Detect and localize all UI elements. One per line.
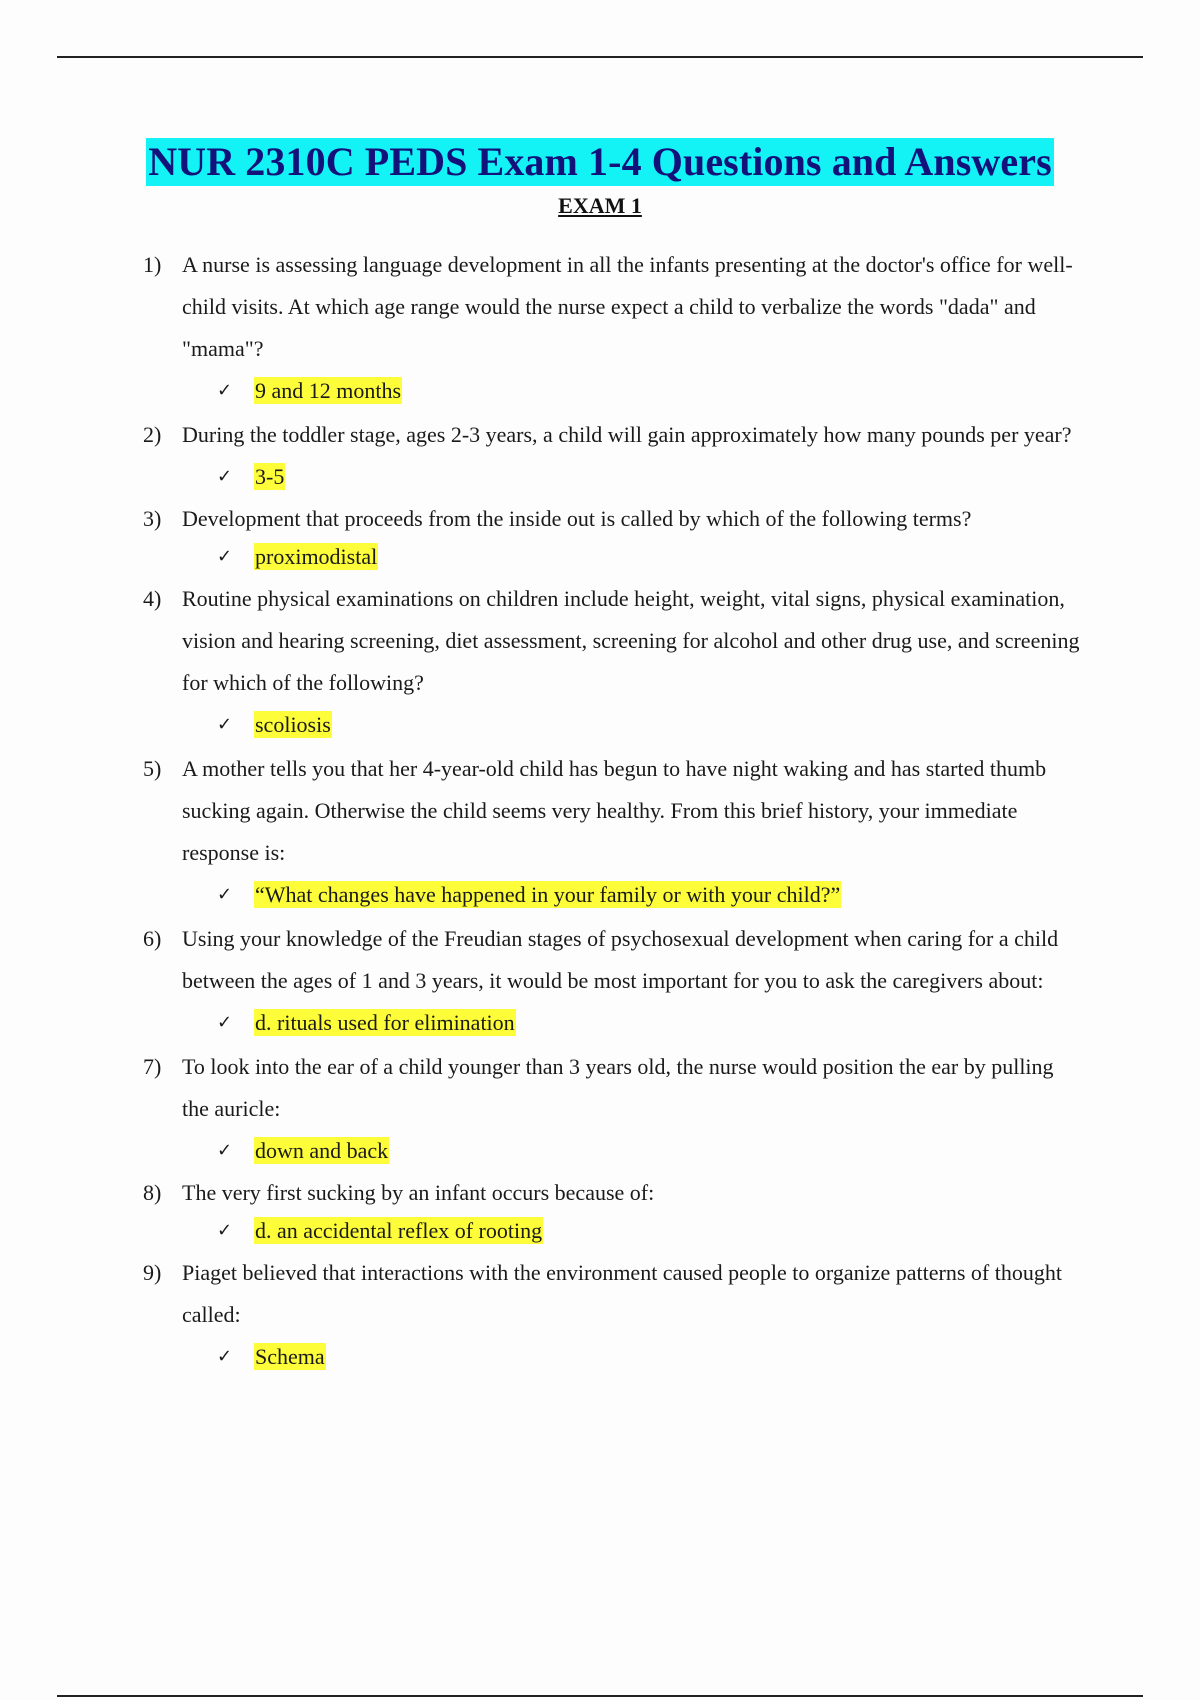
- top-rule: [57, 56, 1143, 58]
- question-number: 1): [143, 252, 162, 277]
- checkmark-icon: ✓: [217, 1220, 233, 1241]
- question-text: A nurse is assessing language development in all the infants presenting at the doctor's office for well-child visits. At which age range would the nurse expect a child to verbalize the words "dada" and "mama"?: [182, 252, 1073, 361]
- question-text: To look into the ear of a child younger than 3 years old, the nurse would position the ear by pulling the auricle:: [182, 1054, 1054, 1121]
- answer-item: [143, 1336, 1083, 1378]
- answer-item: [143, 1212, 1083, 1250]
- question-text: Routine physical examinations on children include height, weight, vital signs, physical examination, vision and hearing screening, diet assessment, screening for alcohol and other drug use, and screening for which of the following?: [182, 586, 1080, 695]
- answer-text: d. an accidental reflex of rooting: [255, 1218, 543, 1243]
- answer-item: [143, 1130, 1083, 1172]
- title-wrapper: [0, 138, 1200, 186]
- question-item: [143, 1046, 1083, 1130]
- checkmark-icon: ✓: [217, 1140, 233, 1161]
- question-text: The very first sucking by an infant occurs because of:: [182, 1180, 655, 1205]
- question-number: 9): [143, 1260, 162, 1285]
- question-text: A mother tells you that her 4-year-old child has begun to have night waking and has started thumb sucking again. Otherwise the child seems very healthy. From this brief history, your immediate response is:: [182, 756, 1047, 865]
- answer-text: down and back: [255, 1138, 389, 1163]
- question-number: 3): [143, 506, 162, 531]
- question-item: [143, 500, 1083, 538]
- question-item: [143, 748, 1083, 874]
- question-item: [143, 918, 1083, 1002]
- question-number: 7): [143, 1054, 162, 1079]
- question-text: Piaget believed that interactions with the environment caused people to organize patterns of thought called:: [182, 1260, 1062, 1327]
- question-number: 4): [143, 586, 162, 611]
- answer-item: [143, 538, 1083, 576]
- question-list: [143, 244, 1083, 1380]
- checkmark-icon: ✓: [217, 884, 233, 905]
- answer-item: [143, 704, 1083, 746]
- question-item: [143, 1174, 1083, 1212]
- question-item: [143, 1252, 1083, 1336]
- answer-item: [143, 874, 1083, 916]
- question-text: During the toddler stage, ages 2-3 years, a child will gain approximately how many pounds per year?: [182, 422, 1072, 447]
- question-item: [143, 414, 1083, 456]
- answer-item: [143, 370, 1083, 412]
- page-title: NUR 2310C PEDS Exam 1-4 Questions and Answers: [148, 139, 1052, 184]
- checkmark-icon: ✓: [217, 380, 233, 401]
- question-number: 6): [143, 926, 162, 951]
- answer-item: [143, 456, 1083, 498]
- checkmark-icon: ✓: [217, 466, 233, 487]
- answer-text: 9 and 12 months: [255, 378, 402, 403]
- question-text: Using your knowledge of the Freudian stages of psychosexual development when caring for a child between the ages of 1 and 3 years, it would be most important for you to ask the caregivers about:: [182, 926, 1059, 993]
- exam-heading: EXAM 1: [558, 193, 642, 218]
- checkmark-icon: ✓: [217, 714, 233, 735]
- question-number: 5): [143, 756, 162, 781]
- question-number: 2): [143, 422, 162, 447]
- answer-text: Schema: [255, 1344, 325, 1369]
- question-item: [143, 578, 1083, 704]
- bottom-rule: [57, 1695, 1143, 1697]
- answer-item: [143, 1002, 1083, 1044]
- answer-text: proximodistal: [255, 544, 378, 569]
- checkmark-icon: ✓: [217, 1012, 233, 1033]
- checkmark-icon: ✓: [217, 546, 233, 567]
- answer-text: 3-5: [255, 464, 285, 489]
- question-text: Development that proceeds from the inside out is called by which of the following terms?: [182, 506, 972, 531]
- checkmark-icon: ✓: [217, 1346, 233, 1367]
- question-number: 8): [143, 1180, 162, 1205]
- answer-text: d. rituals used for elimination: [255, 1010, 515, 1035]
- answer-text: scoliosis: [255, 712, 331, 737]
- answer-text: “What changes have happened in your family or with your child?”: [255, 882, 841, 907]
- question-item: [143, 244, 1083, 370]
